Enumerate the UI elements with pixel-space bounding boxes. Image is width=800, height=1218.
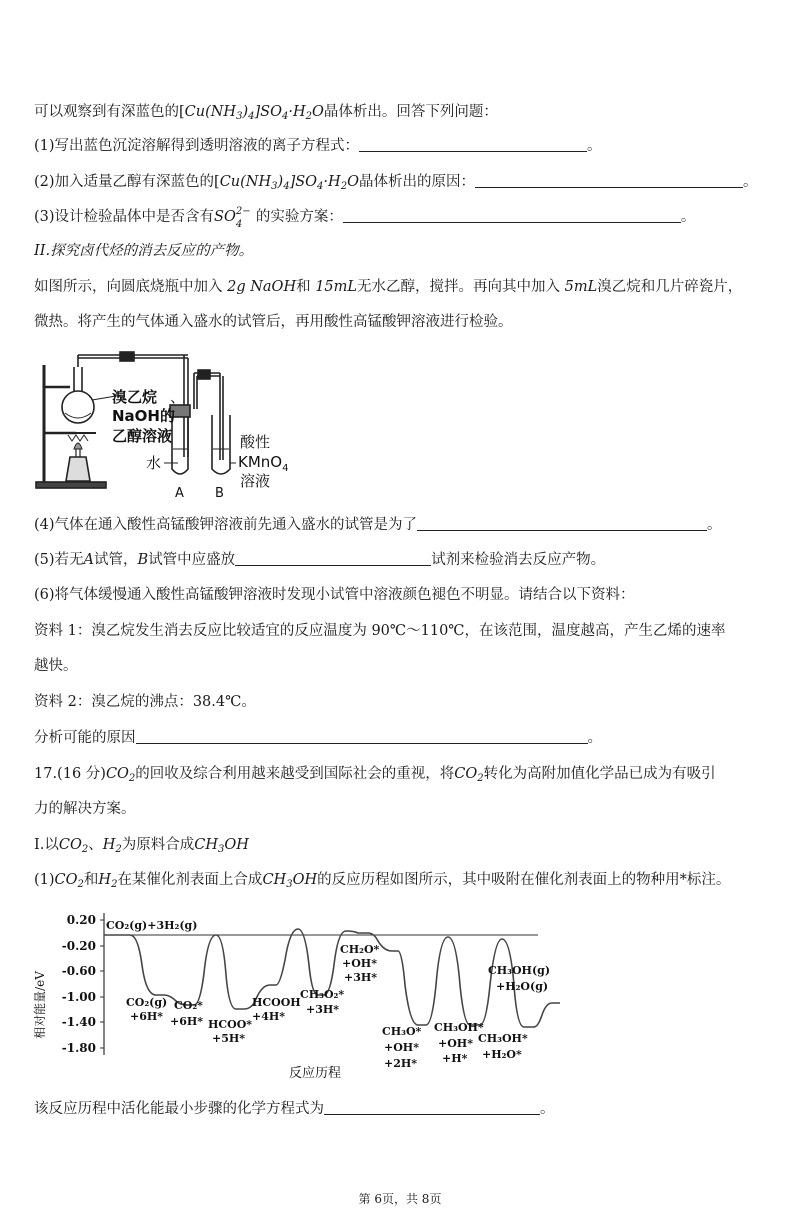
y-axis-label: 相对能量/eV <box>33 971 47 1039</box>
label-ethanol-solution: 乙醇溶液 <box>112 427 173 445</box>
species-label: CH₃OH* +OH* +H* <box>434 1021 484 1065</box>
answer-blank-4[interactable] <box>417 516 707 531</box>
analysis-prompt: 分析可能的原因 。 <box>34 730 602 746</box>
question-4: (4)气体在通入酸性高锰酸钾溶液前先通入盛水的试管是为了 。 <box>34 517 722 533</box>
label-acidic: 酸性 <box>240 433 271 451</box>
species-label: CH₃OH* +H₂O* <box>478 1032 528 1061</box>
apparatus-figure <box>30 345 320 500</box>
question-2: (2)加入适量乙醇有深蓝色的$[Cu(NH_3)_4]SO_4\cdot H_2O$晶体析出的原因： 。 <box>34 174 758 192</box>
material-1-line-1: 资料 1：溴乙烷发生消去反应比较适宜的反应温度为 90℃～110℃，在该范围，温度越高，产生乙烯的速率 <box>34 623 726 639</box>
intro-line: 可以观察到有深蓝色的$[Cu(NH_3)_4]SO_4\cdot H_2O$晶体析出。回答下列问题： <box>34 104 498 122</box>
answer-blank-5[interactable] <box>235 551 431 566</box>
stand-base <box>36 482 106 488</box>
label-solution: 溶液 <box>240 472 271 490</box>
ytick: -0.20 <box>61 939 96 953</box>
procedure-line-2: 微热。将产生的气体通入盛水的试管后，再用酸性高锰酸钾溶液进行检验。 <box>34 314 513 330</box>
species-label: CH₃OH(g) +H₂O(g) <box>488 964 551 993</box>
question-5: (5)若无A试管，B试管中应盛放 试剂来检验消去反应产物。 <box>34 552 606 568</box>
test-tube-B <box>212 415 230 474</box>
question-1: (1)写出蓝色沉淀溶解得到透明溶液的离子方程式： 。 <box>34 138 602 154</box>
question-3: (3)设计检验晶体中是否含有SO 2− 4 的实验方案： 。 <box>34 206 696 230</box>
question-6: (6)将气体缓慢通入酸性高锰酸钾溶液时发现小试管中溶液颜色褪色不明显。请结合以下资料： <box>34 587 635 603</box>
label-tube-B: B <box>215 486 224 500</box>
answer-blank-7[interactable] <box>324 1100 540 1115</box>
answer-blank-1[interactable] <box>359 137 587 152</box>
question-17-line-2: 力的解决方案。 <box>34 801 136 817</box>
label-water: 水 <box>146 454 162 472</box>
material-2: 资料 2：溴乙烷的沸点：38.4℃。 <box>34 694 256 710</box>
svg-text:、: 、 <box>170 388 186 406</box>
answer-blank-3[interactable] <box>343 208 681 223</box>
section-I-heading: I.以$CO_2$、$H_2$为原料合成$CH_3OH$ <box>34 837 249 855</box>
ytick: -0.60 <box>61 964 96 978</box>
procedure-line-1: 如图所示，向圆底烧瓶中加入 2g NaOH和 15mL无水乙醇，搅拌。再向其中加入 5mL溴乙烷和几片碎瓷片， <box>34 279 743 295</box>
species-label: CH₃O₂* +3H* <box>300 988 345 1016</box>
energy-diagram <box>30 905 570 1085</box>
rubber-connector <box>120 352 134 361</box>
species-label: CO₂(g) +6H* <box>126 996 168 1023</box>
species-label: HCOOH +4H* <box>252 996 301 1023</box>
species-label: CO₂* +6H* <box>170 999 204 1028</box>
answer-blank-2[interactable] <box>475 173 743 188</box>
answer-blank-6[interactable] <box>136 729 588 744</box>
ytick: -1.80 <box>61 1041 96 1055</box>
page-footer: 第 6页，共 8页 <box>358 1192 442 1206</box>
species-label: HCOO* +5H* <box>208 1018 253 1045</box>
label-kmno4: KMnO$_4$ <box>238 453 289 474</box>
question-17-1: $(1)CO_2$和$H_2$在某催化剂表面上合成$CH_3OH$的反应历程如图所示，其中吸附在催化剂表面上的物种用*标注。 <box>34 872 731 890</box>
section-2-heading: II.探究卤代烃的消去反应的产物。 <box>34 243 254 259</box>
activation-energy-question: 该反应历程中活化能最小步骤的化学方程式为 。 <box>34 1101 555 1117</box>
ytick: -1.00 <box>61 990 96 1004</box>
question-17-line-1: 17.(16 分)$CO_2$的回收及综合利用越来越受到国际社会的重视，将$CO_2$转化为高附加值化学品已成为有吸引 <box>34 766 716 784</box>
species-label: CH₂O* +OH* +3H* <box>340 943 380 984</box>
species-label: CO₂(g)+3H₂(g) <box>106 919 198 932</box>
species-label: CH₃O* +OH* +2H* <box>382 1025 422 1070</box>
label-bromoethane: 溴乙烷 <box>112 388 158 406</box>
label-naoh: NaOH的 <box>112 407 175 425</box>
ytick: 0.20 <box>66 913 96 927</box>
label-tube-A: A <box>175 486 184 500</box>
ytick: -1.40 <box>61 1015 96 1029</box>
x-axis-label: 反应历程 <box>288 1066 342 1081</box>
alcohol-lamp <box>66 457 90 481</box>
material-1-line-2: 越快。 <box>34 658 78 674</box>
